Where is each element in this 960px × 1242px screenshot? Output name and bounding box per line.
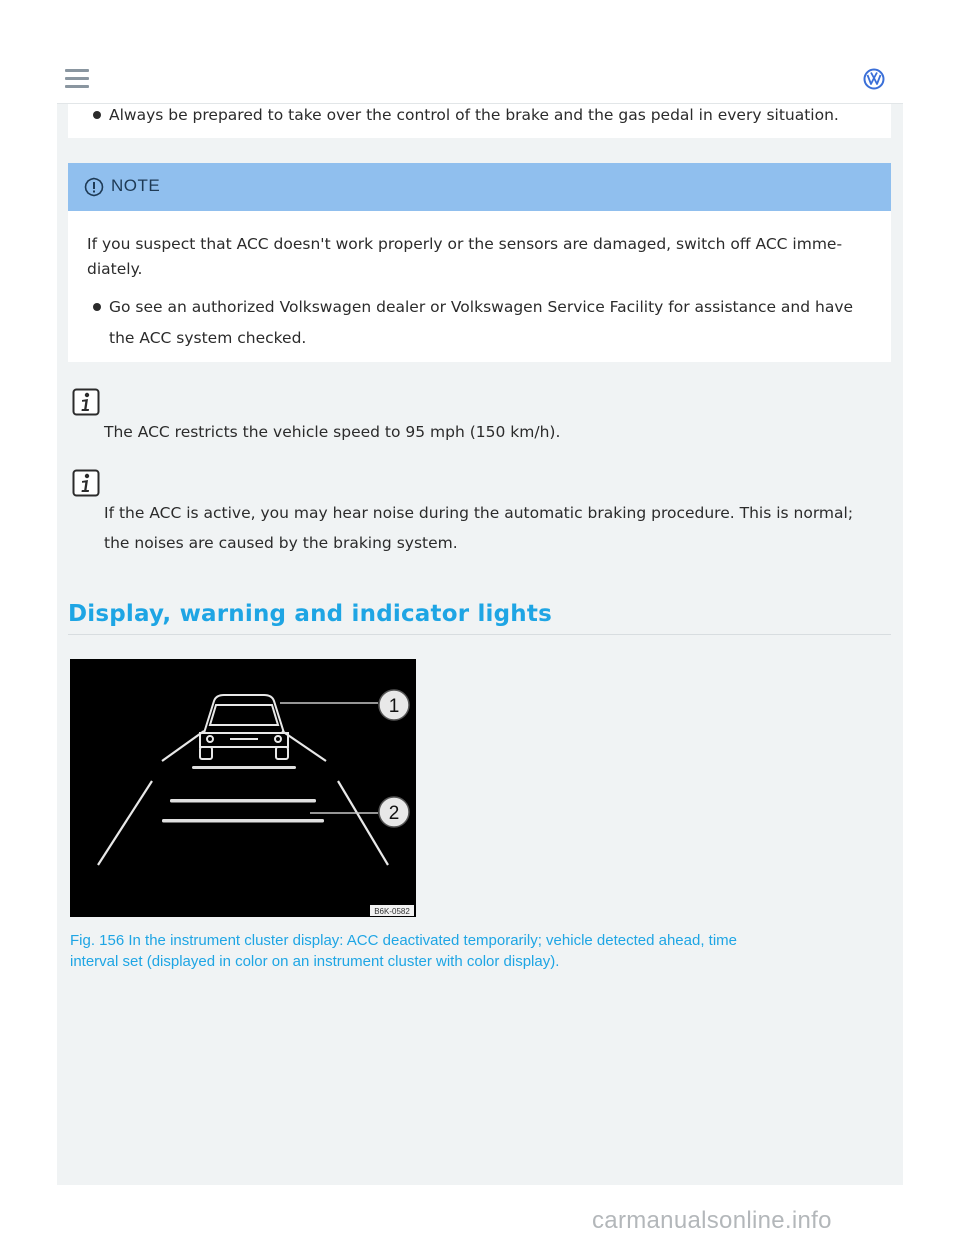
- callout-1-label: 1: [388, 696, 400, 717]
- callout-2: [379, 797, 409, 827]
- note-paragraph-line2: diately.: [87, 260, 143, 278]
- info-i-icon: [72, 469, 100, 497]
- callout-2-label: 2: [388, 803, 400, 824]
- note-bullet-line1: Go see an authorized Volkswagen dealer or Volkswagen Service Facility for assistance and have: [109, 298, 854, 316]
- info2-line1: If the ACC is active, you may hear noise during the automatic braking procedure. This is normal;: [104, 504, 854, 522]
- info2-line2: the noises are caused by the braking system.: [104, 534, 458, 552]
- note-title: NOTE: [111, 176, 161, 195]
- bullet-dot: [93, 303, 101, 311]
- bullet-dot: [93, 111, 101, 119]
- note-paragraph-line1: If you suspect that ACC doesn't work properly or the sensors are damaged, switch off ACC imme-: [87, 235, 843, 253]
- note-header: [68, 163, 891, 211]
- caption-line1: Fig. 156 In the instrument cluster display: ACC deactivated temporarily; vehicle detected ahead, time: [70, 932, 738, 949]
- hamburger-menu-icon[interactable]: [65, 69, 89, 89]
- figure-caption: [70, 930, 870, 972]
- section-divider: [68, 634, 891, 635]
- warning-bullet-text: Always be prepared to take over the control of the brake and the gas pedal in every situation.: [109, 106, 839, 124]
- watermark: carmanualsonline.info: [592, 1207, 832, 1234]
- info1-text: The ACC restricts the vehicle speed to 95 mph (150 km/h).: [104, 423, 561, 441]
- caption-line2: interval set (displayed in color on an instrument cluster with color display).: [70, 953, 560, 970]
- top-bar: [57, 55, 903, 104]
- warning-bullet: [109, 99, 839, 131]
- callout-1: [379, 690, 409, 720]
- section-title: Display, warning and indicator lights: [68, 601, 552, 627]
- info-i-icon: [72, 388, 100, 416]
- note-bullet-line2: the ACC system checked.: [109, 329, 307, 347]
- figure-code: B6K-0582: [374, 907, 410, 916]
- exclamation-circle-icon: [84, 177, 104, 197]
- instrument-cluster-figure: [70, 659, 416, 917]
- vw-logo-icon[interactable]: [863, 68, 885, 90]
- note-bullet: [109, 291, 853, 323]
